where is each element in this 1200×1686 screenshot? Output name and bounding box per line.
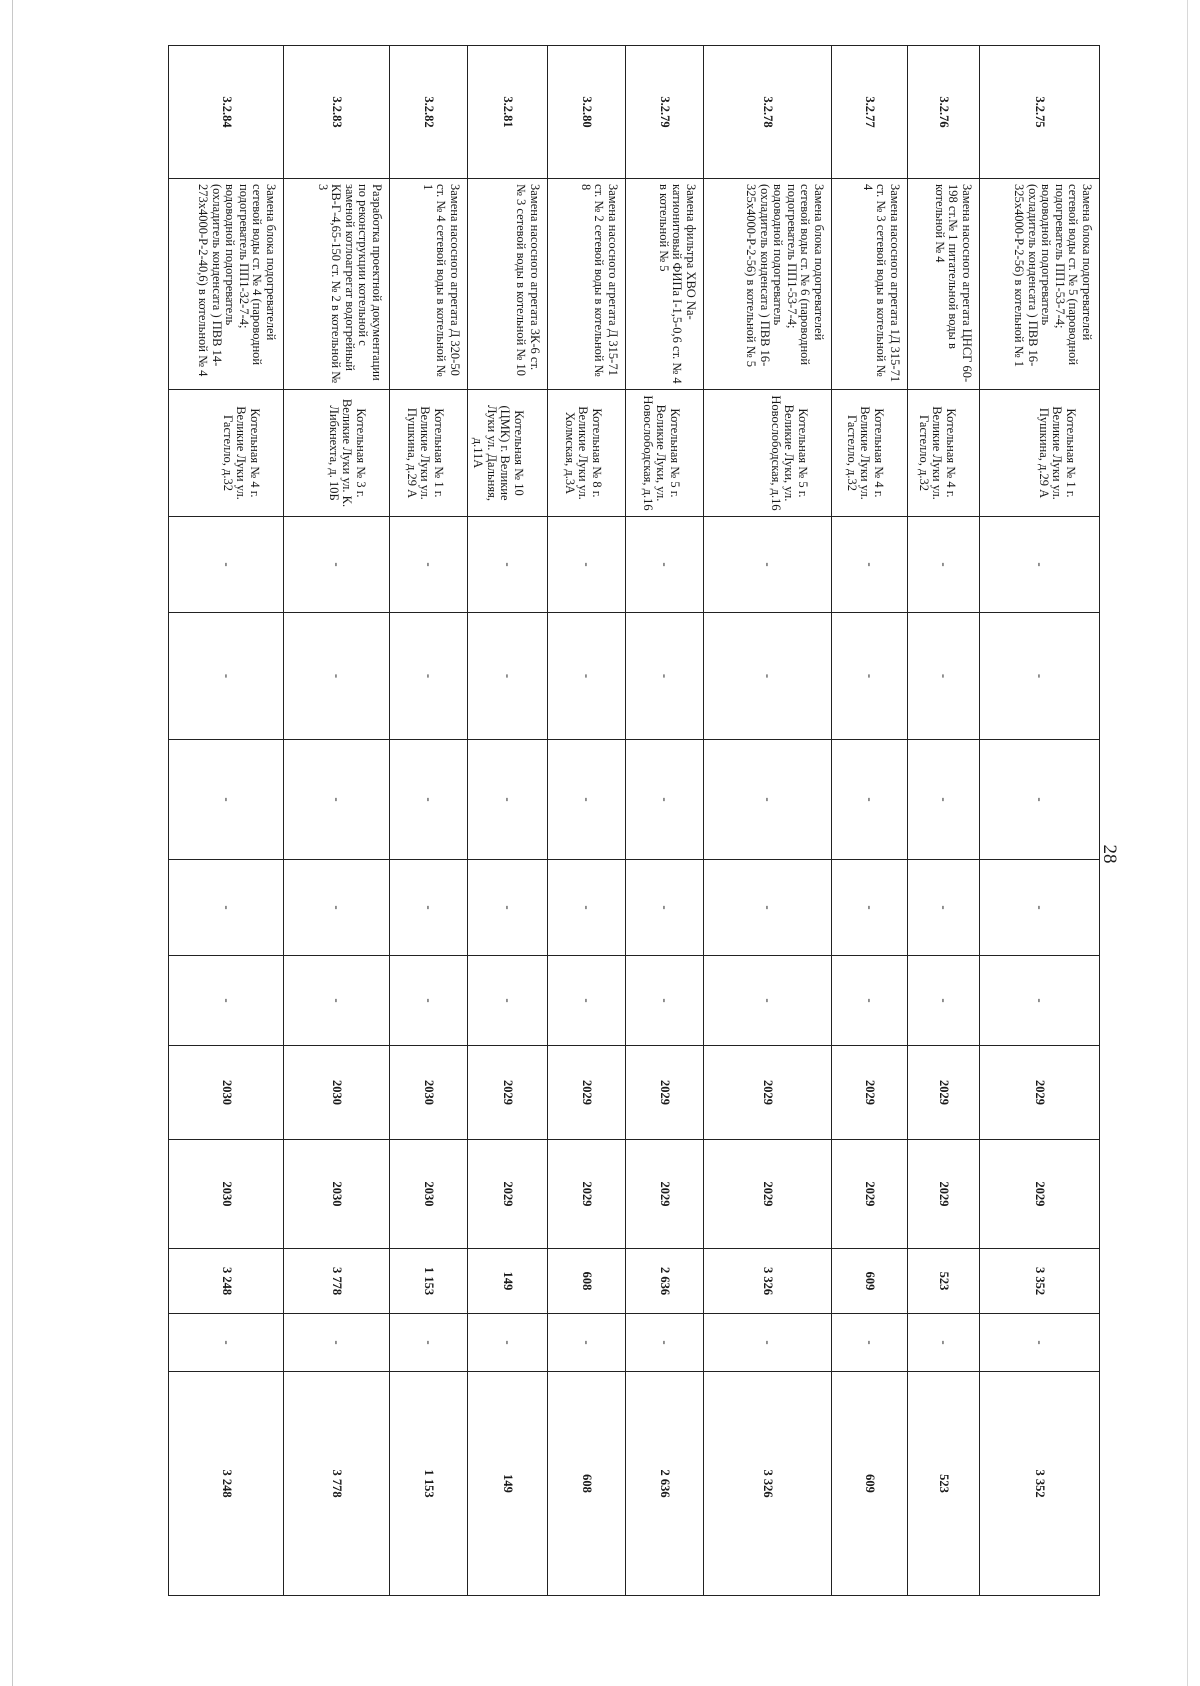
cost-sum: 3 248 (169, 1372, 284, 1596)
value-cell-5: - (832, 956, 908, 1046)
value-cell-3: - (468, 740, 548, 860)
start-year: 2029 (548, 1046, 626, 1140)
value-cell-1: - (169, 517, 284, 613)
cost-sum: 608 (548, 1372, 626, 1596)
value-cell-3: - (284, 740, 390, 860)
work-description: Замена блока подогревателей сетевой воды ст. № 4 (пароводной подогреватель ПП1-32-7-4; водоводной подогреватель (охладитель конденсата ) ПВВ 14- 273х4000-Р-2-40,6) в котельной № 4 (169, 179, 284, 390)
value-cell-5: - (908, 956, 980, 1046)
table-row (390, 46, 468, 1596)
facility-location: Котельная № 3 г. Великие Луки ул. К. Либкнехта, д. 10Б (284, 390, 390, 517)
value-cell-3: - (626, 740, 704, 860)
page-number: 28 (1099, 844, 1120, 864)
facility-location: Котельная № 4 г. Великие Луки ул. Гастелло, д.32 (832, 390, 908, 517)
item-number: 3.2.76 (908, 46, 980, 179)
value-cell-6: - (169, 1314, 284, 1372)
value-cell-6: - (284, 1314, 390, 1372)
cost-sum: 149 (468, 1372, 548, 1596)
value-cell-5: - (468, 956, 548, 1046)
rotated-table-wrapper (90, 45, 1100, 1595)
facility-location: Котельная № 5 г. Великие Луки, ул. Новослободская, д.16 (626, 390, 704, 517)
facility-location: Котельная № 10 (ЦМК) г. Великие Луки ул. Дальняя, д.11А (468, 390, 548, 517)
cost-total: 1 153 (390, 1249, 468, 1314)
value-cell-4: - (468, 860, 548, 956)
value-cell-5: - (548, 956, 626, 1046)
end-year: 2030 (169, 1140, 284, 1249)
cost-total: 3 248 (169, 1249, 284, 1314)
value-cell-6: - (980, 1314, 1100, 1372)
value-cell-2: - (390, 613, 468, 740)
start-year: 2029 (704, 1046, 832, 1140)
value-cell-2: - (704, 613, 832, 740)
start-year: 2029 (908, 1046, 980, 1140)
item-number: 3.2.84 (169, 46, 284, 179)
work-description: Замена блока подогревателей сетевой воды ст. № 5 (пароводной подогреватель ПП1-53-7-4; водоводной подогреватель (охладитель конденсата ) ПВВ 16-325х4000-Р-2-56) в котельной № 1 (980, 179, 1100, 390)
value-cell-6: - (704, 1314, 832, 1372)
work-description: Замена фильтра ХВО Na-катионитовый ФИПа I-1,5-0,6 ст. № 4 в котельной № 5 (626, 179, 704, 390)
item-number: 3.2.81 (468, 46, 548, 179)
value-cell-2: - (908, 613, 980, 740)
value-cell-5: - (169, 956, 284, 1046)
value-cell-2: - (548, 613, 626, 740)
cost-total: 523 (908, 1249, 980, 1314)
scan-right-edge (1187, 0, 1188, 1686)
value-cell-4: - (169, 860, 284, 956)
cost-total: 149 (468, 1249, 548, 1314)
value-cell-1: - (548, 517, 626, 613)
work-description: Замена насосного агрегата Д 320-50 ст. № 4 сетевой воды в котельной № 1 (390, 179, 468, 390)
value-cell-6: - (468, 1314, 548, 1372)
end-year: 2029 (704, 1140, 832, 1249)
start-year: 2030 (390, 1046, 468, 1140)
value-cell-3: - (390, 740, 468, 860)
table-row (284, 46, 390, 1596)
table-row (548, 46, 626, 1596)
work-description: Замена насосного агрегата 1Д 315-71 ст. № 3 сетевой воды в котельной № 4 (832, 179, 908, 390)
value-cell-2: - (169, 613, 284, 740)
table-row (832, 46, 908, 1596)
item-number: 3.2.82 (390, 46, 468, 179)
investment-program-table (168, 45, 1100, 1596)
value-cell-4: - (626, 860, 704, 956)
value-cell-6: - (626, 1314, 704, 1372)
value-cell-2: - (468, 613, 548, 740)
value-cell-1: - (980, 517, 1100, 613)
value-cell-2: - (832, 613, 908, 740)
item-number: 3.2.80 (548, 46, 626, 179)
end-year: 2030 (284, 1140, 390, 1249)
start-year: 2029 (980, 1046, 1100, 1140)
value-cell-3: - (169, 740, 284, 860)
cost-sum: 3 326 (704, 1372, 832, 1596)
start-year: 2029 (832, 1046, 908, 1140)
value-cell-5: - (704, 956, 832, 1046)
start-year: 2030 (284, 1046, 390, 1140)
end-year: 2029 (468, 1140, 548, 1249)
item-number: 3.2.79 (626, 46, 704, 179)
value-cell-6: - (908, 1314, 980, 1372)
start-year: 2029 (626, 1046, 704, 1140)
item-number: 3.2.83 (284, 46, 390, 179)
value-cell-2: - (980, 613, 1100, 740)
facility-location: Котельная № 5 г. Великие Луки, ул. Новослободская, д.16 (704, 390, 832, 517)
table-row (704, 46, 832, 1596)
facility-location: Котельная № 4 г. Великие Луки ул. Гастелло, д.32 (908, 390, 980, 517)
value-cell-5: - (390, 956, 468, 1046)
value-cell-1: - (704, 517, 832, 613)
value-cell-3: - (908, 740, 980, 860)
cost-total: 2 636 (626, 1249, 704, 1314)
value-cell-1: - (908, 517, 980, 613)
cost-sum: 609 (832, 1372, 908, 1596)
value-cell-6: - (832, 1314, 908, 1372)
table-row (169, 46, 284, 1596)
facility-location: Котельная № 4 г. Великие Луки ул. Гастелло, д.32 (169, 390, 284, 517)
value-cell-3: - (548, 740, 626, 860)
facility-location: Котельная № 1 г. Великие Луки ул. Пушкина, д.29 А (390, 390, 468, 517)
value-cell-6: - (390, 1314, 468, 1372)
start-year: 2029 (468, 1046, 548, 1140)
cost-sum: 523 (908, 1372, 980, 1596)
value-cell-3: - (832, 740, 908, 860)
item-number: 3.2.77 (832, 46, 908, 179)
value-cell-4: - (548, 860, 626, 956)
value-cell-6: - (548, 1314, 626, 1372)
value-cell-2: - (626, 613, 704, 740)
value-cell-1: - (468, 517, 548, 613)
cost-total: 609 (832, 1249, 908, 1314)
work-description: Замена блока подогревателей сетевой воды ст. № 6 (пароводной подогреватель ПП1-53-7-4; водоводной подогреватель (охладитель конденсата ) ПВВ 16-325х4000-Р-2-56) в котельной № 5 (704, 179, 832, 390)
value-cell-1: - (626, 517, 704, 613)
facility-location: Котельная № 8 г. Великие Луки ул. Холмская, д.3А (548, 390, 626, 517)
value-cell-2: - (284, 613, 390, 740)
value-cell-3: - (980, 740, 1100, 860)
end-year: 2029 (832, 1140, 908, 1249)
cost-sum: 3 352 (980, 1372, 1100, 1596)
cost-sum: 3 778 (284, 1372, 390, 1596)
end-year: 2029 (626, 1140, 704, 1249)
work-description: Замена насосного агрегата Д 315-71 ст. № 2 сетевой воды в котельной № 8 (548, 179, 626, 390)
end-year: 2029 (548, 1140, 626, 1249)
item-number: 3.2.78 (704, 46, 832, 179)
cost-total: 3 352 (980, 1249, 1100, 1314)
end-year: 2029 (980, 1140, 1100, 1249)
cost-sum: 1 153 (390, 1372, 468, 1596)
table-row (468, 46, 548, 1596)
value-cell-5: - (626, 956, 704, 1046)
facility-location: Котельная № 1 г. Великие Луки ул. Пушкина, д.29 А (980, 390, 1100, 517)
work-description: Замена насосного агрегата ЦНСГ 60-198 ст.№ 1 питательной воды в котельной № 4 (908, 179, 980, 390)
end-year: 2030 (390, 1140, 468, 1249)
value-cell-1: - (390, 517, 468, 613)
value-cell-1: - (832, 517, 908, 613)
work-description: Разработка проектной документации по реконструкции котельной с заменой котлоагрегат водогрейный КВ-Г-4,65-150 ст. № 2 в котельной № 3 (284, 179, 390, 390)
value-cell-4: - (704, 860, 832, 956)
table-row (980, 46, 1100, 1596)
value-cell-4: - (908, 860, 980, 956)
start-year: 2030 (169, 1046, 284, 1140)
end-year: 2029 (908, 1140, 980, 1249)
value-cell-4: - (980, 860, 1100, 956)
work-description: Замена насосного агрегата 3К-6 ст. № 3 сетевой воды в котельной № 10 (468, 179, 548, 390)
value-cell-4: - (390, 860, 468, 956)
table-row (626, 46, 704, 1596)
cost-sum: 2 636 (626, 1372, 704, 1596)
value-cell-5: - (980, 956, 1100, 1046)
value-cell-1: - (284, 517, 390, 613)
value-cell-4: - (284, 860, 390, 956)
value-cell-5: - (284, 956, 390, 1046)
item-number: 3.2.75 (980, 46, 1100, 179)
cost-total: 3 326 (704, 1249, 832, 1314)
cost-total: 608 (548, 1249, 626, 1314)
value-cell-3: - (704, 740, 832, 860)
cost-total: 3 778 (284, 1249, 390, 1314)
value-cell-4: - (832, 860, 908, 956)
scan-left-edge (12, 0, 13, 1686)
table-row (908, 46, 980, 1596)
